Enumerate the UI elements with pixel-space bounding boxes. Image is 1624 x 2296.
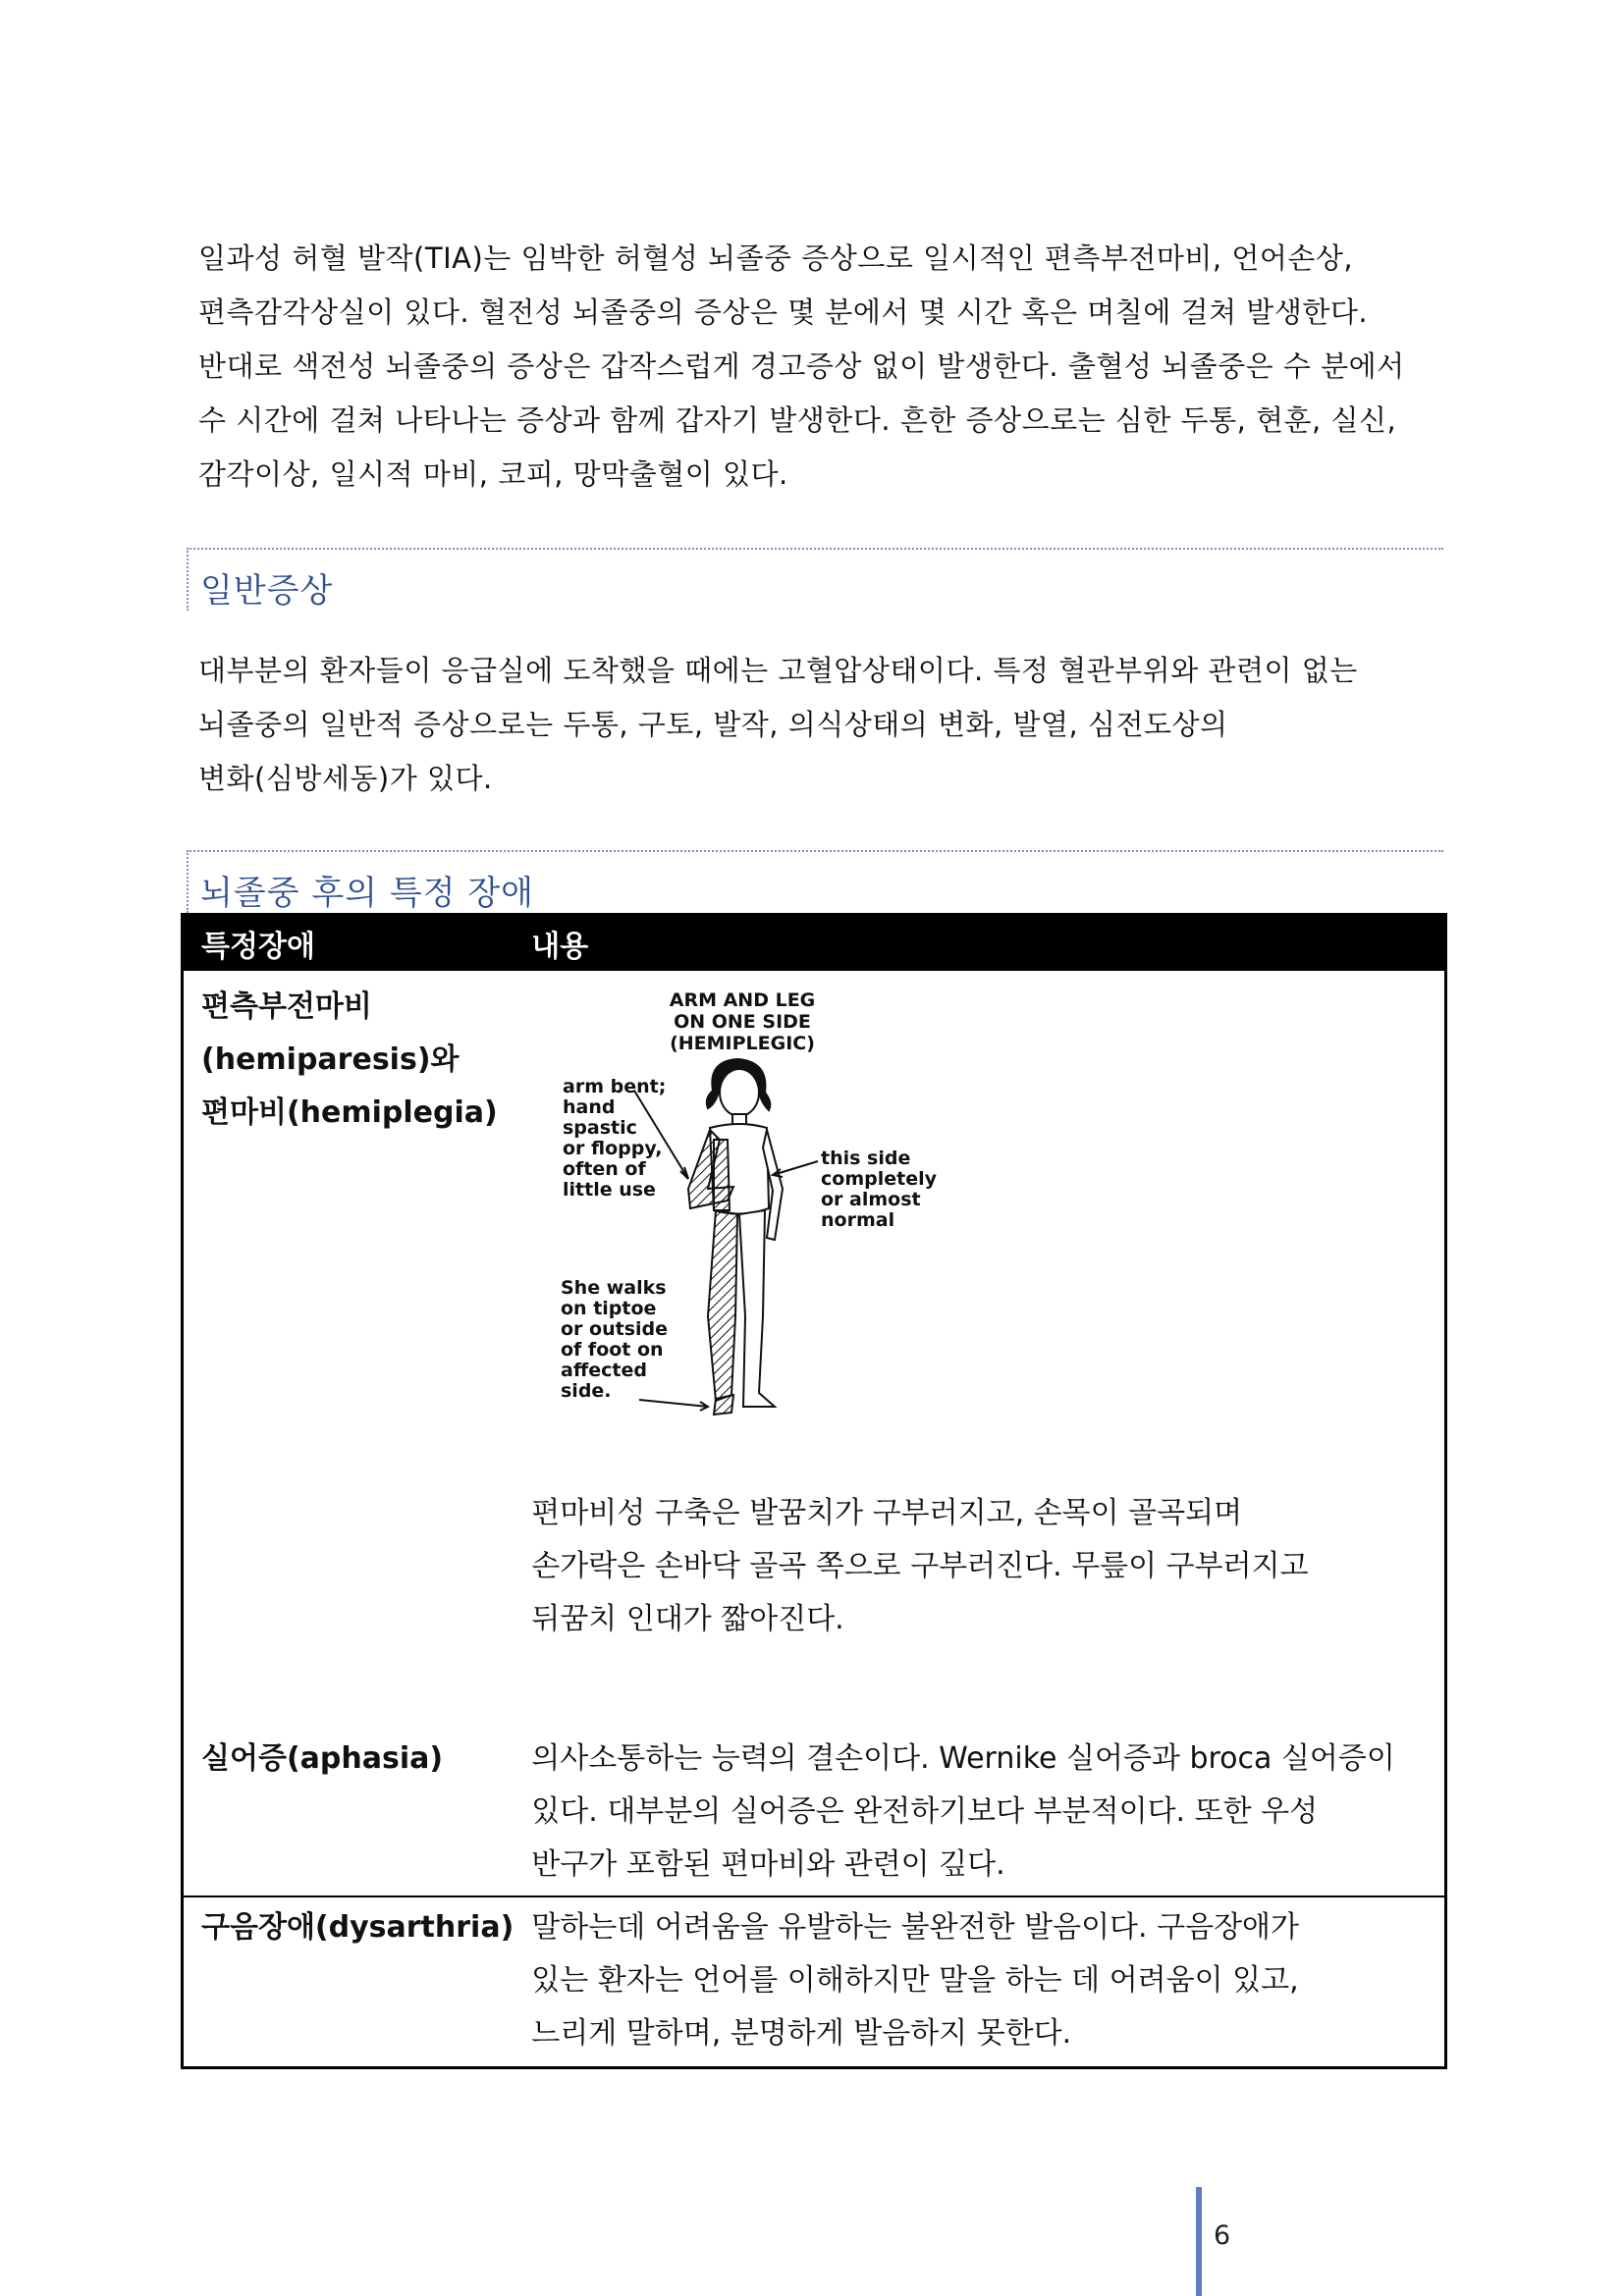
figure-note: completely [821,1168,938,1190]
content-line: 손가락은 손바닥 골곡 쪽으로 구부러진다. 무릎이 구부러지고 [531,1549,1309,1583]
table-row [183,1896,1446,2068]
table-header-row [183,915,1446,972]
figure-note: arm bent; [563,1076,667,1097]
content-line: 있는 환자는 언어를 이해하지만 말을 하는 데 어려움이 있고, [531,1963,1299,1998]
name-line: 편측부전마비 [201,989,372,1024]
name-line: 구음장애(dysarthria) [201,1910,514,1945]
figure-note: or almost [821,1189,921,1210]
disorder-content [514,1727,1445,1896]
figure-note: She walks [561,1277,667,1299]
content-line: 반구가 포함된 편마비와 관련이 깊다. [531,1847,1005,1882]
paragraph-line: 변화(심방세동)가 있다. [198,762,493,795]
hemiplegia-figure-svg [541,983,953,1473]
figure-title-line: ON ONE SIDE [674,1011,812,1033]
general-symptoms-paragraph [198,644,1435,806]
section-title: 일반증상 [200,571,334,611]
disorder-name [183,1727,514,1896]
table-row [183,971,1446,1727]
figure-note: little use [563,1179,657,1201]
figure-note: often of [563,1158,647,1180]
name-line: 실어증(aphasia) [201,1741,444,1776]
section-title: 뇌졸중 후의 특정 장애 [200,874,535,913]
header-disorder: 특정장애 [183,915,514,972]
paragraph-line: 대부분의 환자들이 응급실에 도착했을 때에는 고혈압상태이다. 특정 혈관부위와 관련이 없는 [198,654,1358,687]
content-line: 뒤꿈치 인대가 짧아진다. [531,1602,844,1636]
content-line: 느리게 말하며, 분명하게 발음하지 못한다. [531,2016,1072,2051]
hemiplegia-illustration [541,983,953,1473]
content-line: 편마비성 구축은 발꿈치가 구부러지고, 손목이 골곡되며 [531,1496,1243,1530]
disorder-content [514,1896,1445,2068]
figure-note: side. [561,1380,612,1402]
section-heading-general-symptoms [187,548,1443,611]
disorder-name [183,1896,514,2068]
content-line: 의사소통하는 능력의 결손이다. Wernike 실어증과 broca 실어증이 [531,1741,1395,1776]
figure-note: on tiptoe [561,1298,657,1319]
figure-note: spastic [563,1117,638,1139]
intro-line: 감각이상, 일시적 마비, 코피, 망막출혈이 있다. [198,457,788,491]
intro-line: 반대로 색전성 뇌졸중의 증상은 갑작스럽게 경고증상 없이 발생한다. 출혈성 뇌졸중은 수 분에서 [198,349,1405,383]
figure-note: this side [821,1148,911,1169]
intro-paragraph [198,232,1435,502]
figure-title-line: ARM AND LEG [670,989,816,1011]
page-number: 6 [1214,2220,1231,2251]
disorder-content [514,971,1445,1727]
content-line: 말하는데 어려움을 유발하는 불완전한 발음이다. 구음장애가 [531,1910,1300,1945]
figure-note: hand [563,1096,616,1118]
page-number-bar [1196,2187,1202,2296]
girl-figure [688,1059,783,1415]
figure-title-line: (HEMIPLEGIC) [670,1033,816,1054]
intro-line: 편측감각상실이 있다. 혈전성 뇌졸중의 증상은 몇 분에서 몇 시간 혹은 며칠에 걸쳐 발생한다. [198,295,1369,329]
disorders-table [181,913,1447,2069]
figure-note: affected [561,1360,648,1381]
paragraph-line: 뇌졸중의 일반적 증상으로는 두통, 구토, 발작, 의식상태의 변화, 발열, 심전도상의 [198,708,1228,741]
section-heading-specific-disorders [187,850,1443,913]
name-line: 편마비(hemiplegia) [201,1095,498,1130]
intro-line: 일과성 허혈 발작(TIA)는 임박한 허혈성 뇌졸중 증상으로 일시적인 편측부전마비, 언어손상, [198,241,1354,275]
content-line: 있다. 대부분의 실어증은 완전하기보다 부분적이다. 또한 우성 [531,1794,1319,1829]
figure-note: of foot on [561,1339,664,1361]
figure-note: or outside [561,1318,669,1340]
intro-line: 수 시간에 걸쳐 나타나는 증상과 함께 갑자기 발생한다. 흔한 증상으로는 심한 두통, 현훈, 실신, [198,403,1397,437]
header-content: 내용 [514,915,1445,972]
table-row [183,1727,1446,1896]
name-line: (hemiparesis)와 [201,1042,460,1077]
figure-note: normal [821,1209,895,1231]
figure-note: or floppy, [563,1138,663,1159]
disorder-name [183,971,514,1727]
